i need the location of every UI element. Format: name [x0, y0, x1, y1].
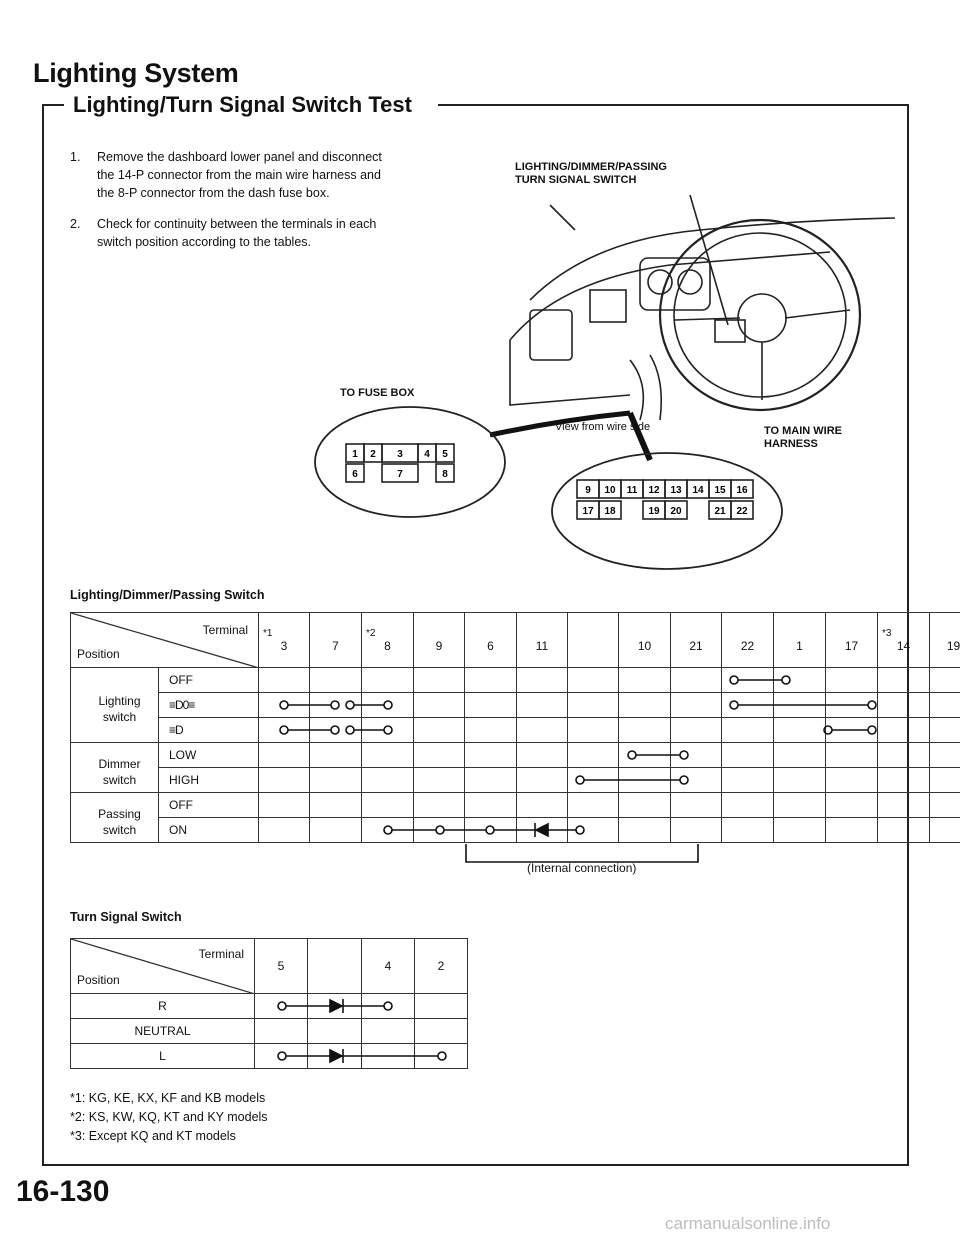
connector-pin-number: 18	[604, 506, 616, 517]
connector-pin-number: 7	[397, 469, 403, 480]
footnote-2: *2: KS, KW, KQ, KT and KY models	[70, 1110, 268, 1124]
column-footnote-marker: *1	[263, 627, 273, 639]
main-harness-label-line: TO MAIN WIRE	[764, 425, 843, 437]
terminal-number: 19	[946, 638, 960, 653]
section-subtitle: Lighting/Turn Signal Switch Test	[73, 92, 412, 117]
terminal-column-header: 2	[415, 939, 468, 994]
position-r: R	[71, 994, 255, 1019]
connector-pin-number: 10	[604, 485, 616, 496]
connector-pin-number: 14	[692, 485, 704, 496]
terminal-number: 17	[844, 638, 859, 653]
frame-top-left-rule	[42, 104, 64, 106]
continuity-dimmer-low	[628, 751, 688, 759]
position-low: LOW	[159, 743, 259, 768]
terminal-column-header	[878, 613, 930, 668]
diode-icon	[330, 1050, 342, 1062]
connector-pin-number: 20	[670, 506, 682, 517]
terminal-number: 8	[384, 638, 391, 653]
table2-continuity-overlay	[70, 938, 467, 1073]
connector-pin-number: 3	[397, 449, 403, 460]
continuity-turn-right	[278, 999, 392, 1013]
view-from-wire-side-label: View from wire side	[555, 421, 651, 433]
connector-pin-number: 21	[714, 506, 726, 517]
position-label: Position	[77, 973, 120, 987]
step-text-line: switch position according to the tables.	[97, 235, 312, 249]
continuity-passing-on	[384, 823, 584, 837]
continuity-lighting-off	[730, 676, 790, 684]
terminal-column-header	[930, 613, 960, 668]
connector-pin-number: 19	[648, 506, 660, 517]
terminal-number: 14	[896, 638, 911, 653]
position-off: OFF	[159, 668, 259, 693]
steering-wheel-spokes	[675, 310, 850, 400]
column-footnote-marker: *3	[882, 627, 892, 639]
column-footnote-marker: *2	[366, 627, 376, 639]
connector-pin-number: 1	[352, 449, 358, 460]
group-label-line: Lighting	[98, 694, 141, 708]
connector-pin-number: 15	[714, 485, 726, 496]
step-text-line: Remove the dashboard lower panel and disconnect	[97, 150, 382, 164]
diode-icon	[536, 824, 548, 836]
continuity-dimmer-high	[576, 776, 688, 784]
terminal-number: 9	[435, 638, 443, 653]
page-number: 16-130	[16, 1175, 110, 1208]
position-high: HIGH	[159, 768, 259, 793]
step-text-line: the 14-P connector from the main wire harness and	[97, 168, 381, 182]
connector-pin-number: 4	[424, 449, 430, 460]
page-title: Lighting System	[33, 58, 239, 88]
terminal-column-header: 5	[255, 939, 308, 994]
diode-icon	[330, 1000, 342, 1012]
position-label: Position	[77, 647, 120, 661]
continuity-lighting-park	[280, 701, 876, 709]
frame-top-right-rule	[438, 104, 909, 106]
connector-pin-number: 17	[582, 506, 594, 517]
connector-pin-number: 5	[442, 449, 448, 460]
continuity-lighting-head	[280, 726, 876, 734]
group-label-line: switch	[102, 772, 137, 787]
procedure-steps	[70, 148, 460, 264]
step-2	[70, 215, 460, 251]
footnotes	[70, 1089, 268, 1146]
dashboard-illustration	[500, 190, 900, 425]
connector-pin-number: 11	[626, 485, 638, 496]
terminal-number: 1	[796, 638, 803, 653]
terminal-label: Terminal	[202, 623, 248, 637]
connector-pin-number: 13	[670, 485, 682, 496]
connector-pin-number: 6	[352, 469, 358, 480]
step-text-line: the 8-P connector from the dash fuse box.	[97, 186, 330, 200]
internal-connection-label: (Internal connection)	[527, 861, 637, 875]
connector-pin-number: 8	[442, 469, 448, 480]
dash-lower-panel	[510, 340, 630, 405]
terminal-number: 22	[740, 638, 755, 653]
footnote-1: *1: KG, KE, KX, KF and KB models	[70, 1091, 266, 1105]
step-text-line: Check for continuity between the terminals in each	[97, 217, 377, 231]
terminal-number: 21	[689, 638, 703, 653]
position-on: ON	[159, 818, 259, 843]
group-label-line: Dimmer	[98, 756, 141, 771]
gauge-left	[648, 270, 672, 294]
position-neutral: NEUTRAL	[71, 1019, 255, 1044]
fuse-box-label: TO FUSE BOX	[340, 387, 415, 399]
park-light-symbol-icon: ≡D0≡	[159, 693, 259, 718]
switch-callout-line: TURN SIGNAL SWITCH	[515, 174, 637, 186]
terminal-number: 11	[535, 638, 549, 653]
group-label-line: Passing	[98, 806, 141, 821]
step-1	[70, 148, 460, 202]
connector-pin-number: 12	[648, 485, 660, 496]
group-label-line: switch	[102, 822, 137, 837]
connector-8p	[310, 402, 515, 522]
continuity-turn-left	[278, 1049, 446, 1063]
internal-connection-bracket	[466, 844, 698, 862]
main-harness-label-line: HARNESS	[764, 438, 818, 450]
step-number: 2.	[70, 217, 81, 231]
terminal-number: 3	[280, 638, 288, 653]
connector-pin-number: 9	[585, 485, 591, 496]
position-l: L	[71, 1044, 255, 1069]
footnote-3: *3: Except KQ and KT models	[70, 1129, 236, 1143]
headlight-symbol-icon: ≡D	[159, 718, 259, 743]
callout-leader-lines	[550, 195, 728, 325]
terminal-label: Terminal	[198, 947, 244, 961]
switch-callout-line: LIGHTING/DIMMER/PASSING	[515, 161, 667, 173]
terminal-number: 10	[637, 638, 652, 653]
position-off: OFF	[159, 793, 259, 818]
dash-control-box	[590, 290, 626, 322]
connector-pin-number: 2	[370, 449, 376, 460]
connector-pin-number: 16	[736, 485, 748, 496]
dash-vent-left	[530, 310, 572, 360]
watermark: carmanualsonline.info	[665, 1214, 831, 1233]
step-number: 1.	[70, 150, 81, 164]
dash-upper-panel	[510, 252, 830, 340]
steering-wheel-rim	[660, 220, 860, 410]
connector-pin-number: 22	[736, 506, 748, 517]
table1-continuity-overlay	[70, 612, 882, 872]
switch-callout	[515, 161, 667, 187]
table1-heading: Lighting/Dimmer/Passing Switch	[70, 588, 265, 602]
switch-body	[715, 320, 745, 342]
terminal-number: 6	[487, 638, 494, 653]
connector-14p	[547, 448, 787, 578]
group-label-line: switch	[102, 710, 137, 724]
table2-heading: Turn Signal Switch	[70, 910, 182, 924]
terminal-column-header: 4	[362, 939, 415, 994]
terminal-number: 7	[332, 638, 339, 653]
